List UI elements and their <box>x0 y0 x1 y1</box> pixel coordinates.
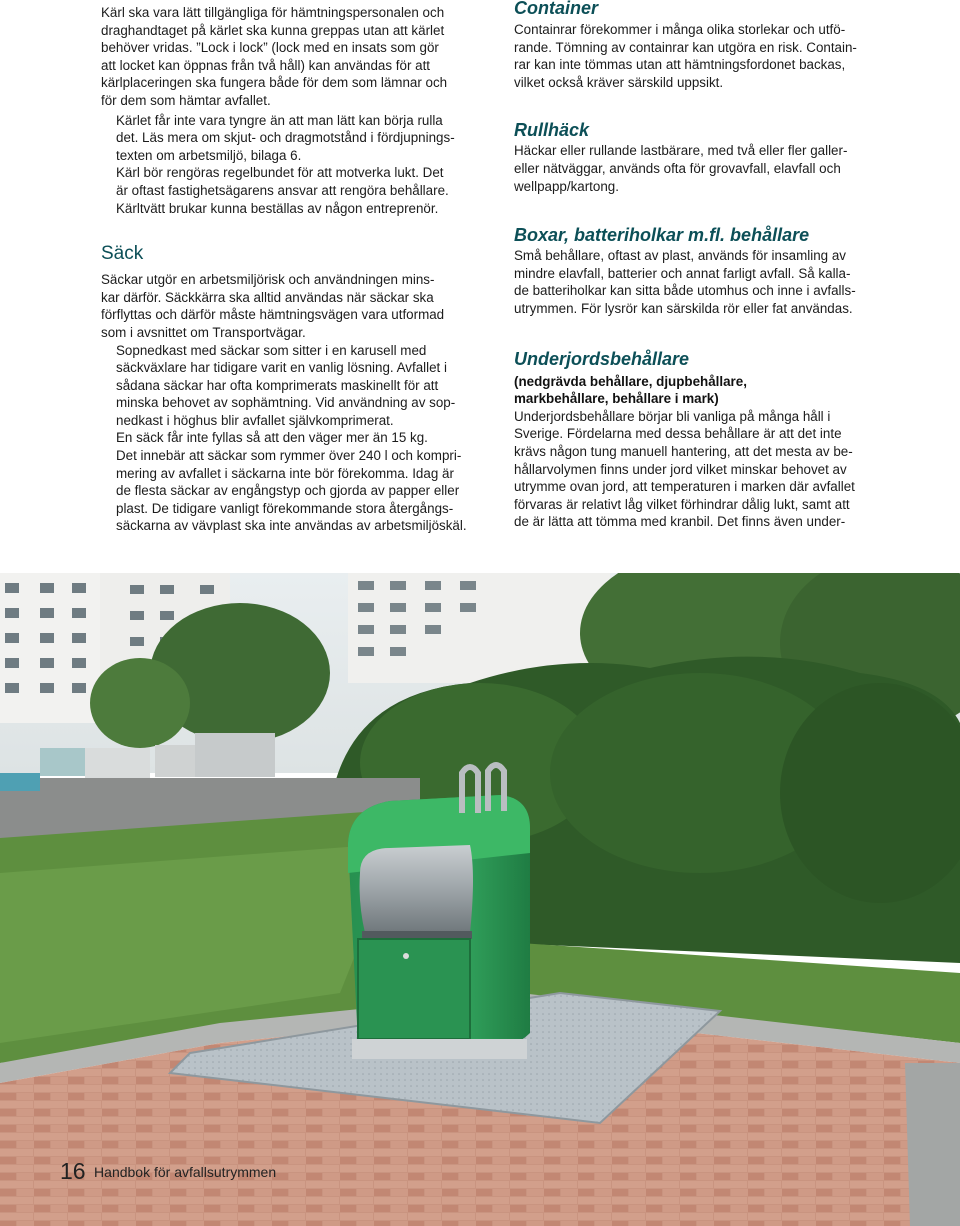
page-footer <box>60 1158 276 1185</box>
weight-paragraph <box>101 112 479 165</box>
text-line: behöver vridas. ”Lock i lock” (lock med en insats som gör <box>101 40 439 56</box>
text-line: förvaras är relativt låg vilket förhindrar dålig lukt, samt att <box>514 496 850 512</box>
intro-paragraph <box>101 4 479 110</box>
text-line: (nedgrävda behållare, djupbehållare, <box>514 373 747 389</box>
text-line: säckväxlare har tidigare varit en vanlig lösning. Avfallet i <box>116 360 447 376</box>
boxar-paragraph <box>514 247 886 317</box>
text-line: texten om arbetsmiljö, bilaga 6. <box>116 147 302 163</box>
text-line: markbehållare, behållare i mark) <box>514 391 719 407</box>
handbook-title: Handbok för avfallsutrymmen <box>94 1163 277 1180</box>
text-line: förflyttas och därför måste hämtningsvägen vara utformad <box>101 307 445 323</box>
text-line: nedkast i höghus blir avfallet självkomprimerat. <box>116 412 394 428</box>
page-number: 16 <box>60 1158 86 1184</box>
text-line: sådana säckar har ofta komprimerats maskinellt för att <box>116 377 439 393</box>
section-heading-rullhack: Rullhäck <box>514 120 590 141</box>
text-line: säckarna av vävplast ska inte användas av arbetsmiljöskäl. <box>116 518 467 534</box>
text-line: de är lätta att tömma med kranbil. Det finns även under- <box>514 514 846 530</box>
right-column <box>514 0 886 531</box>
text-line: hållarvolymen finns under jord vilket minskar behovet av <box>514 461 847 477</box>
text-line: mering av avfallet i säckarna inte bör förekomma. Idag är <box>116 465 454 481</box>
container-paragraph <box>514 21 886 91</box>
underground-bin-photo <box>0 573 960 1226</box>
text-line: Häckar eller rullande lastbärare, med två eller fler galler- <box>514 143 848 159</box>
section-heading-sack: Säck <box>101 243 144 265</box>
text-line: utrymme ovan jord, att temperaturen i marken där avfallet <box>514 479 855 495</box>
text-line: att locket kan öppnas från två håll) kan användas för att <box>101 57 431 73</box>
rullhack-paragraph <box>514 142 886 195</box>
text-line: draghandtaget på kärlet ska kunna greppas utan att kärlet <box>101 22 445 38</box>
text-line: de flesta säckar av engångstyp och gjorda av papper eller <box>116 483 460 499</box>
text-line: Sverige. Fördelarna med dessa behållare är att det inte <box>514 426 842 442</box>
text-line: rande. Tömning av containrar kan utgöra en risk. Contain- <box>514 39 857 55</box>
text-line: det. Läs mera om skjut- och dragmotstånd i fördjupnings- <box>116 130 455 146</box>
left-column <box>101 4 479 535</box>
text-line: wellpapp/kartong. <box>514 178 619 194</box>
text-line: Det innebär att säckar som rymmer över 240 l och kompri- <box>116 448 462 464</box>
text-line: plast. De tidigare vanligt förekommande stora återgångs- <box>116 500 454 516</box>
text-line: Underjordsbehållare börjar bli vanliga på många håll i <box>514 408 831 424</box>
sack-paragraph-1 <box>101 271 479 341</box>
text-line: Containrar förekommer i många olika storlekar och utfö- <box>514 22 846 37</box>
text-line: krävs någon tung manuell hantering, att det mesta av be- <box>514 443 853 459</box>
text-line: minska behovet av sophämtning. Vid användning av sop- <box>116 395 456 411</box>
text-line: Säckar utgör en arbetsmiljörisk och användningen mins- <box>101 272 435 288</box>
text-line: Små behållare, oftast av plast, används för insamling av <box>514 248 846 264</box>
text-line: är oftast fastighetsägarens ansvar att rengöra behållare. <box>116 182 449 198</box>
section-heading-container: Container <box>514 0 599 18</box>
section-heading-boxar: Boxar, batteriholkar m.fl. behållare <box>514 225 810 246</box>
text-line: Kärl bör rengöras regelbundet för att motverka lukt. Det <box>116 165 444 181</box>
text-line: kar därför. Säckkärra ska alltid användas när säckar ska <box>101 289 434 305</box>
text-line: Sopnedkast med säckar som sitter i en karusell med <box>116 342 427 358</box>
text-line: de batteriholkar kan sitta både utomhus och inne i avfalls- <box>514 283 856 299</box>
text-line: utrymmen. För lysrör kan särskilda rör eller fat användas. <box>514 300 853 316</box>
cleaning-paragraph <box>101 164 479 217</box>
text-line: Kärltvätt brukar kunna beställas av någon entreprenör. <box>116 200 439 216</box>
underjord-subheading <box>514 373 886 408</box>
text-line: kärlplaceringen ska fungera både för dem som lämnar och <box>101 75 448 91</box>
text-line: En säck får inte fyllas så att den väger mer än 15 kg. <box>116 430 428 446</box>
text-line: Kärl ska vara lätt tillgängliga för hämtningspersonalen och <box>101 5 445 20</box>
sack-paragraph-2 <box>101 342 479 430</box>
sack-paragraph-3 <box>101 429 479 535</box>
text-line: eller nätväggar, används ofta för grovavfall, elavfall och <box>514 160 841 176</box>
text-line: rar kan inte tömmas utan att hämtningsfordonet backas, <box>514 57 846 73</box>
section-heading-underjord: Underjordsbehållare <box>514 348 690 369</box>
text-line: mindre elavfall, batterier och annat farligt avfall. Så kalla- <box>514 265 851 281</box>
text-line: som i avsnittet om Transportvägar. <box>101 324 306 340</box>
text-line: vilket också kräver särskild uppsikt. <box>514 74 724 90</box>
underjord-paragraph <box>514 408 886 531</box>
text-line: för dem som hämtar avfallet. <box>101 92 271 108</box>
text-line: Kärlet får inte vara tyngre än att man lätt kan börja rulla <box>116 112 443 128</box>
